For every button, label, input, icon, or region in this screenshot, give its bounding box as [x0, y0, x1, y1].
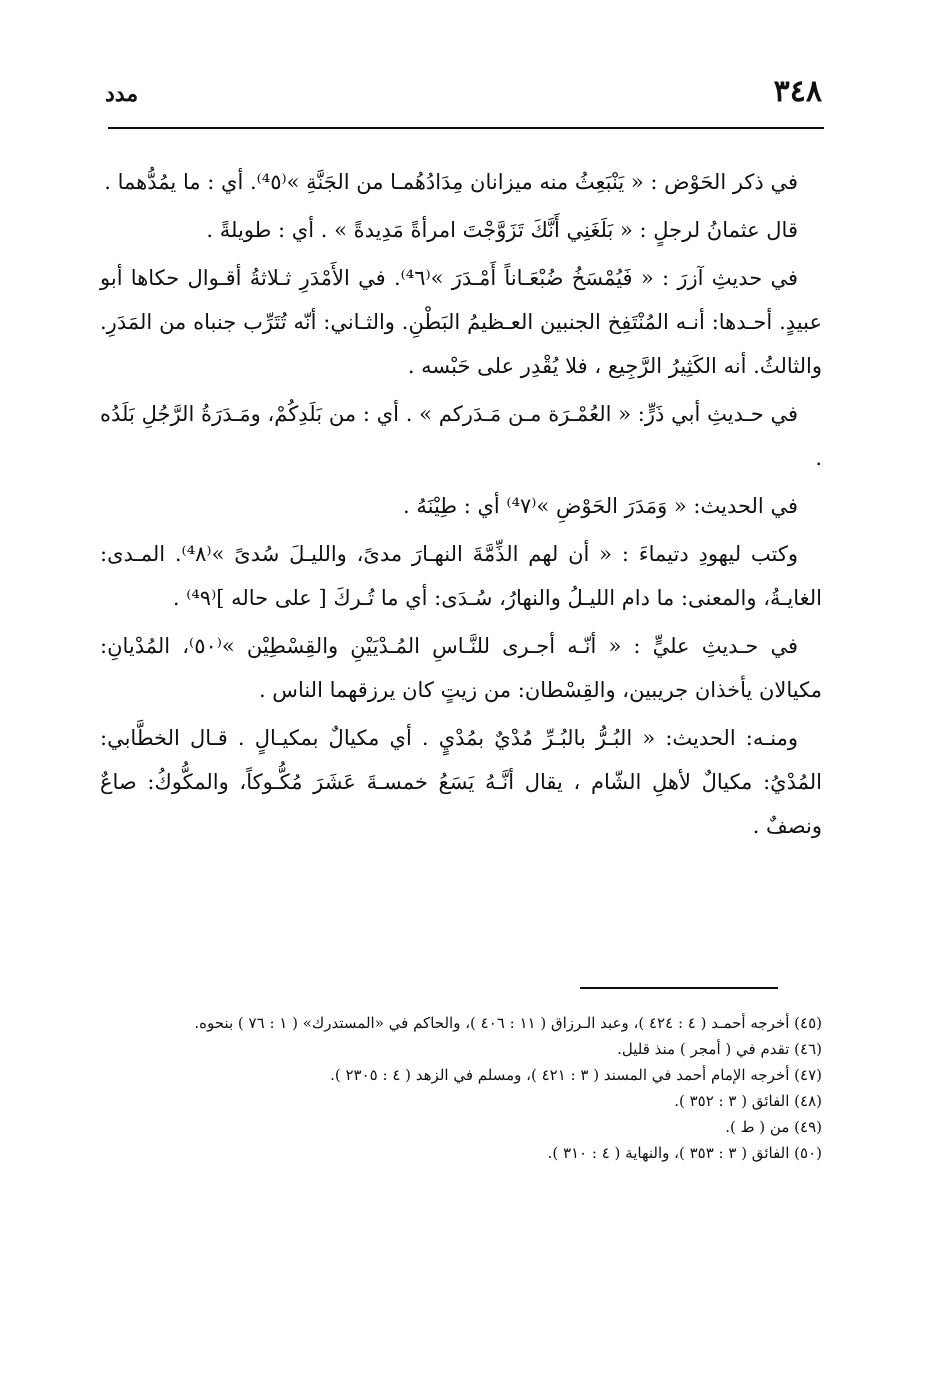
page-header	[105, 70, 822, 120]
footnote: (٤٥) أخرجه أحمـد ( ٤ : ٤٢٤ )، وعبد الـرزاق ( ١١ : ٤٠٦ )، والحاكم في «المستدرك» ( ١ : ٧٦ ) بنحوه.	[194, 1014, 822, 1032]
footnote: (٥٠) الفائق ( ٣ : ٣٥٣ )، والنهاية ( ٤ : ٣١٠ ).	[547, 1144, 822, 1162]
header-divider	[108, 127, 824, 129]
paragraph: ومنـه: الحديث: « البُـرُّ بالبُـرِّ مُدْيٌ بمُدْيٍ . أي مكيالٌ بمكيـالٍ . قـال الخطَّابي: المُدْيُ: مكيالٌ لأهلِ الشّام ، يقال أنَّـهُ يَسَعُ خمسـةَ عَشَرَ مُكُّـوكاً، والمكُّوكُ: صاعٌ ونصفٌ .	[100, 726, 822, 838]
footnotes	[105, 1010, 822, 1166]
paragraph: وكتب ليهودِ دتيماءَ : « أن لهم الذِّمَّةَ النهـارَ مدىً، والليـلَ سُدىً »⁽⁴٨⁾. المـدى: الغايـةُ، والمعنى: ما دام الليـلُ والنهارُ، سُـدَى: أي ما تُـركَ [ على حاله ]⁽⁴٩⁾ .	[100, 542, 822, 610]
paragraph: قال عثمانُ لرجلٍ : « بَلَغَنِي أَنَّكَ تَزَوَّجْتَ امرأةً مَدِيدةً » . أي : طويلةً .	[206, 218, 798, 242]
paragraph: في الحديث: « وَمَدَرَ الحَوْضِ »⁽⁴٧⁾ أي : طِيْنَهُ .	[403, 494, 798, 518]
paragraph: في ذكر الحَوْض : « يَنْبَعِثُ منه ميزانان مِدَادُهُمـا من الجَنَّةِ »⁽⁴٥⁾. أي : ما يمُدُّهما .	[104, 170, 798, 194]
paragraph: في حـديثِ أبي ذَرٍّ: « العُمْـرَة مـن مَـدَركم » . أي : من بَلَدِكُمْ، ومَـدَرَةُ الرَّجُلِ بَلَدُه .	[100, 402, 822, 470]
page-number: ٣٤٨	[773, 74, 822, 109]
running-title: مدد	[105, 81, 139, 107]
paragraph: في حديثِ آزرَ : « فَيُمْسَخُ ضُبْعَـاناً أَمْـدَرَ »⁽⁴٦⁾. في الأَمْدَرِ ثـلاثةُ أقـوال حكاها أبو عبيدٍ. أحـدها: أنـه المُنْتَفِخ الجنبين العـظيمُ البَطْنِ. والثـاني: أنّه تُتَرِّب جنباه من المَدَرِ. والثالثُ. أنه الكَثِيرُ الرَّجِيع ، فلا يُقْدِر على حَبْسه .	[100, 266, 822, 378]
paragraph: في حـديثِ عليٍّ : « أنّـه أجـرى للنَّـاسِ المُـدْيَيْنِ والقِسْطِيْن »⁽٥٠⁾، المُدْيانِ: مكيالان يأخذان جريبين، والقِسْطان: من زيتٍ كان يرزقهما الناس .	[100, 634, 822, 702]
footnote: (٤٧) أخرجه الإمام أحمد في المسند ( ٣ : ٤٢١ )، ومسلم في الزهد ( ٤ : ٢٣٠٥ ).	[330, 1066, 822, 1084]
footnote-divider	[580, 987, 778, 989]
main-text	[100, 160, 822, 852]
footnote: (٤٦) تقدم في ( أمجر ) منذ قليل.	[617, 1040, 822, 1058]
footnote: (٤٩) من ( ط ).	[725, 1118, 822, 1136]
footnote: (٤٨) الفائق ( ٣ : ٣٥٢ ).	[674, 1092, 822, 1110]
